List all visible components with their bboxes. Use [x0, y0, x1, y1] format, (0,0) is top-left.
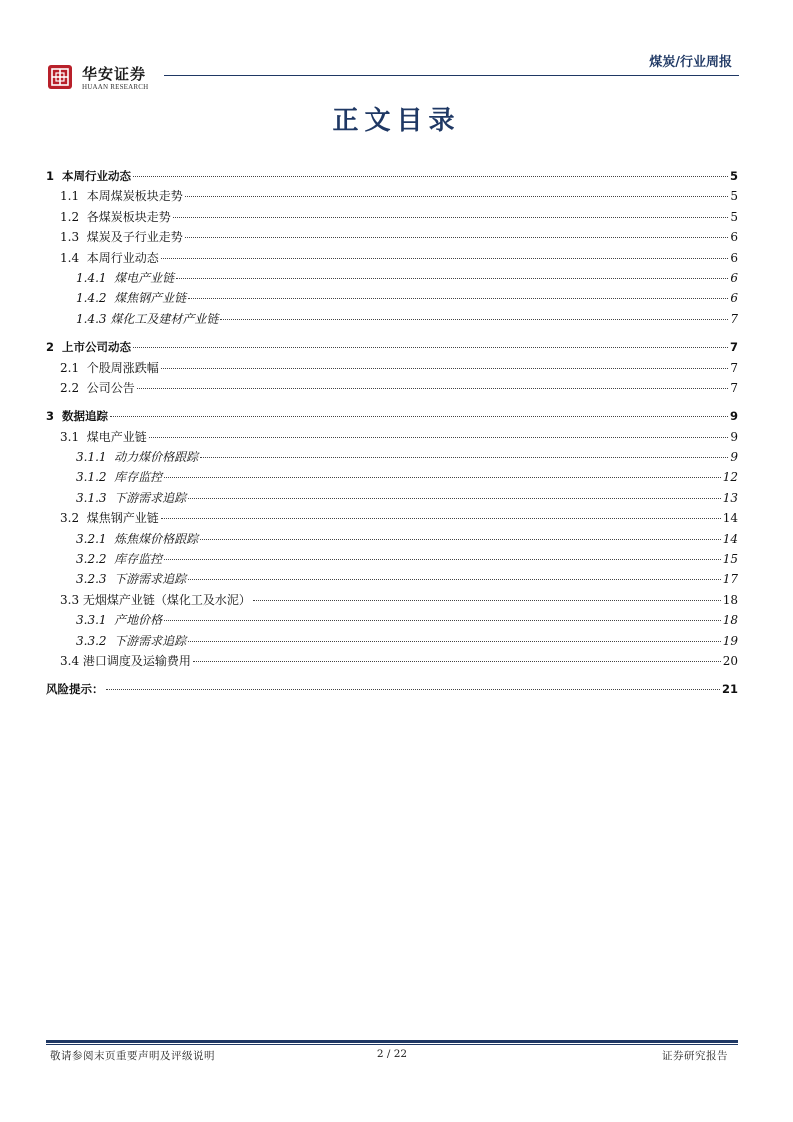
toc-leader-dots: [164, 477, 721, 478]
toc-entry-label: 3.1.3 下游需求追踪: [76, 490, 187, 505]
toc-entry-page: 15: [722, 552, 738, 567]
toc-entry[interactable]: [46, 406, 738, 426]
logo-chinese-name: 华安证券: [82, 65, 147, 83]
toc-entry-label: 1.4.1 煤电产业链: [76, 270, 175, 285]
toc-entry[interactable]: [46, 549, 738, 569]
toc-entry[interactable]: [46, 227, 738, 247]
toc-entry-label: 3.2.1 炼焦煤价格跟踪: [76, 531, 199, 546]
toc-leader-dots: [253, 600, 721, 601]
footer-divider-thin: [46, 1044, 738, 1045]
toc-entry-label: 2 上市公司动态: [46, 340, 132, 355]
report-category: 煤炭/行业周报: [649, 55, 732, 70]
toc-leader-dots: [188, 498, 721, 499]
toc-leader-dots: [200, 457, 728, 458]
toc-entry-label: 1.1 本周煤炭板块走势: [60, 189, 183, 204]
toc-entry-label: 3.3 无烟煤产业链（煤化工及水泥）: [60, 592, 251, 607]
toc-entry[interactable]: [46, 288, 738, 308]
toc-entry[interactable]: [46, 651, 738, 671]
toc-entry-label: 风险提示：: [46, 682, 104, 697]
toc-entry[interactable]: [46, 447, 738, 467]
toc-entry-page: 12: [722, 470, 738, 485]
toc-entry-page: 9: [730, 450, 738, 465]
report-type: 证券研究报告: [662, 1050, 728, 1062]
toc-entry[interactable]: [46, 488, 738, 508]
toc-leader-dots: [193, 661, 721, 662]
toc-entry-label: 3.1.2 库存监控: [76, 470, 163, 485]
toc-entry[interactable]: [46, 248, 738, 268]
toc-entry[interactable]: [46, 268, 738, 288]
toc-leader-dots: [200, 539, 721, 540]
toc-entry-label: 1.3 煤炭及子行业走势: [60, 230, 183, 245]
toc-leader-dots: [106, 689, 720, 690]
toc-entry-label: 3.3.1 产地价格: [76, 613, 163, 628]
toc-entry-label: 1.4 本周行业动态: [60, 250, 159, 265]
toc-leader-dots: [133, 176, 728, 177]
toc-entry-label: 3 数据追踪: [46, 409, 109, 424]
toc-entry-label: 3.2 煤焦钢产业链: [60, 511, 159, 526]
table-of-contents: [46, 166, 738, 700]
toc-entry-label: 1 本周行业动态: [46, 169, 132, 183]
toc-entry-page: 7: [730, 380, 738, 395]
toc-entry-label: 2.2 公司公告: [60, 380, 135, 395]
toc-entry[interactable]: [46, 529, 738, 549]
toc-entry-page: 5: [730, 189, 738, 204]
toc-leader-dots: [161, 518, 721, 519]
toc-entry-page: 6: [730, 291, 738, 306]
toc-entry-label: 3.4 港口调度及运输费用: [60, 653, 191, 668]
toc-leader-dots: [164, 620, 721, 621]
toc-entry-page: 20: [722, 653, 738, 668]
toc-leader-dots: [173, 217, 728, 218]
toc-entry[interactable]: [46, 378, 738, 398]
toc-entry[interactable]: [46, 631, 738, 651]
toc-entry[interactable]: [46, 679, 738, 699]
toc-leader-dots: [185, 237, 728, 238]
toc-entry-page: 7: [729, 340, 738, 355]
toc-entry-page: 14: [722, 531, 738, 546]
toc-leader-dots: [188, 298, 728, 299]
toc-entry[interactable]: [46, 610, 738, 630]
toc-entry-label: 2.1 个股周涨跌幅: [60, 360, 159, 375]
toc-entry[interactable]: [46, 427, 738, 447]
toc-entry-page: 6: [730, 250, 738, 265]
toc-entry[interactable]: [46, 309, 738, 329]
toc-entry-label: 1.4.2 煤焦钢产业链: [76, 291, 187, 306]
toc-entry-page: 6: [730, 230, 738, 245]
toc-leader-dots: [188, 579, 721, 580]
toc-entry-page: 21: [721, 682, 738, 697]
toc-leader-dots: [110, 416, 728, 417]
toc-entry[interactable]: [46, 166, 738, 186]
toc-entry-page: 9: [729, 409, 738, 424]
toc-entry[interactable]: [46, 207, 738, 227]
toc-entry-label: 1.2 各煤炭板块走势: [60, 209, 171, 224]
toc-entry-page: 18: [722, 592, 738, 607]
toc-entry-page: 19: [722, 633, 738, 648]
page-title: 正文目录: [332, 106, 461, 136]
toc-leader-dots: [220, 319, 728, 320]
toc-entry[interactable]: [46, 569, 738, 589]
toc-leader-dots: [185, 196, 728, 197]
huaan-logo-icon: [48, 65, 72, 89]
toc-entry-page: 13: [722, 490, 738, 505]
toc-entry-label: 1.4.3 煤化工及建材产业链: [76, 311, 219, 326]
toc-entry-page: 18: [722, 613, 738, 628]
toc-leader-dots: [133, 347, 728, 348]
toc-leader-dots: [164, 559, 721, 560]
toc-entry-label: 3.2.3 下游需求追踪: [76, 572, 187, 587]
logo-english-name: HUAAN RESEARCH: [82, 83, 149, 91]
toc-entry[interactable]: [46, 358, 738, 378]
toc-entry-page: 5: [729, 169, 738, 183]
toc-entry[interactable]: [46, 467, 738, 487]
toc-leader-dots: [188, 641, 721, 642]
toc-entry-page: 17: [722, 572, 738, 587]
toc-entry[interactable]: [46, 186, 738, 206]
toc-entry-label: 3.3.2 下游需求追踪: [76, 633, 187, 648]
toc-leader-dots: [161, 368, 728, 369]
toc-entry-page: 6: [730, 270, 738, 285]
toc-leader-dots: [137, 388, 728, 389]
toc-entry-label: 3.1.1 动力煤价格跟踪: [76, 450, 199, 465]
footer-disclaimer: 敬请参阅末页重要声明及评级说明: [50, 1050, 215, 1062]
toc-entry-page: 7: [730, 360, 738, 375]
toc-entry[interactable]: [46, 508, 738, 528]
toc-entry-page: 7: [730, 311, 738, 326]
toc-entry-label: 3.2.2 库存监控: [76, 552, 163, 567]
toc-entry-page: 9: [730, 429, 738, 444]
toc-entry[interactable]: [46, 337, 738, 357]
page-number: 2 / 22: [376, 1048, 408, 1060]
toc-entry[interactable]: [46, 590, 738, 610]
footer-divider: [46, 1040, 738, 1043]
header-divider: [164, 75, 739, 76]
page-header: [46, 44, 738, 96]
toc-leader-dots: [176, 278, 728, 279]
toc-leader-dots: [161, 258, 728, 259]
toc-leader-dots: [149, 437, 728, 438]
toc-entry-page: 14: [722, 511, 738, 526]
toc-entry-label: 3.1 煤电产业链: [60, 429, 147, 444]
toc-entry-page: 5: [730, 209, 738, 224]
